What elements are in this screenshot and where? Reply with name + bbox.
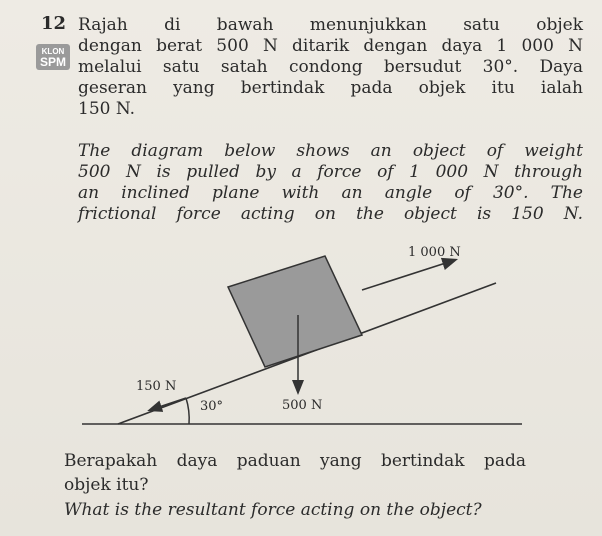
badge-line-2: SPM bbox=[39, 55, 66, 69]
english-line-3: an inclined plane with an angle of 30°. The bbox=[78, 183, 583, 203]
ask-malay-line-2: objek itu? bbox=[64, 475, 149, 495]
pull-force-label: 1 000 N bbox=[408, 245, 461, 260]
malay-line-1: Rajah di bawah menunjukkan satu objek bbox=[78, 15, 583, 35]
weight-label: 500 N bbox=[282, 398, 323, 413]
english-line-1: The diagram below shows an object of weight bbox=[78, 141, 583, 161]
question-number: 12 bbox=[41, 13, 67, 34]
english-line-4: frictional force acting on the object is 150 N. bbox=[78, 204, 583, 224]
block bbox=[228, 256, 362, 367]
friction-arrow bbox=[150, 398, 186, 410]
english-line-2: 500 N is pulled by a force of 1 000 N through bbox=[78, 162, 583, 182]
angle-arc bbox=[186, 398, 189, 424]
question-malay bbox=[64, 449, 526, 497]
badge-line-1: KLON bbox=[41, 47, 65, 56]
question-english: What is the resultant force acting on the object? bbox=[64, 500, 482, 520]
malay-line-5: 150 N. bbox=[78, 99, 136, 119]
angle-label: 30° bbox=[200, 399, 224, 414]
malay-line-3: melalui satu satah condong bersudut 30°. Daya bbox=[78, 57, 583, 77]
ask-malay-line-1: Berapakah daya paduan yang bertindak pada bbox=[64, 451, 526, 471]
friction-label: 150 N bbox=[136, 379, 177, 394]
pull-force-arrow bbox=[362, 260, 455, 290]
malay-line-2: dengan berat 500 N ditarik dengan daya 1 000 N bbox=[78, 36, 583, 56]
malay-line-4: geseran yang bertindak pada objek itu ialah bbox=[78, 78, 583, 98]
